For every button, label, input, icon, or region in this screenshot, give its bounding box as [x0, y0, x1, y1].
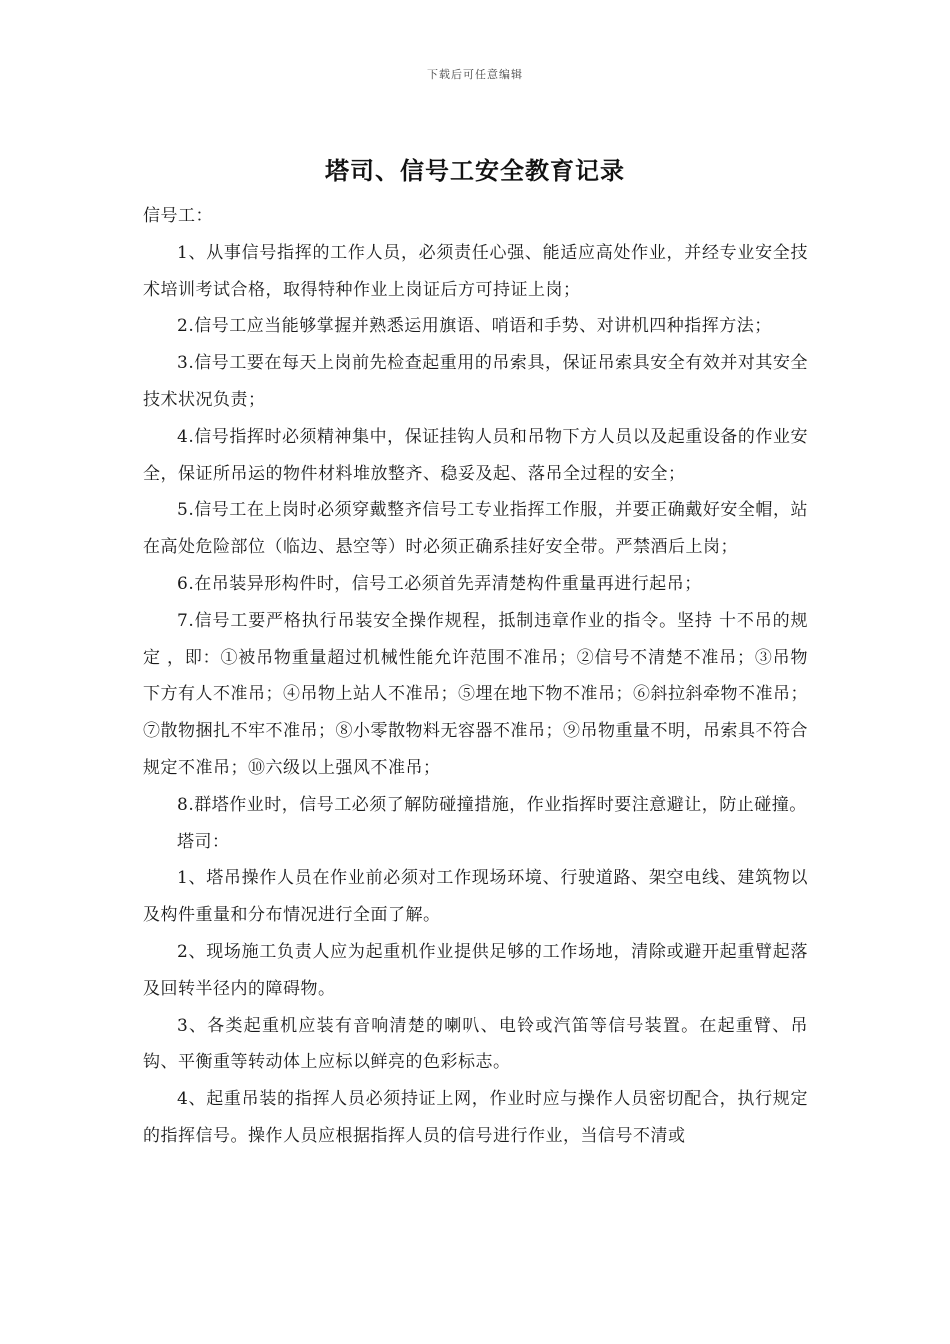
section-heading-crane-operator: 塔司： — [177, 831, 230, 852]
paragraph: 8.群塔作业时，信号工必须了解防碰撞措施，作业指挥时要注意避让，防止碰撞。 — [177, 794, 807, 815]
section-heading-signalman: 信号工： — [143, 206, 213, 226]
paragraph: 1、塔吊操作人员在作业前必须对工作现场环境、行驶道路、架空电线、建筑物以及构件重量和分布情况进行全面了解。 — [143, 868, 808, 926]
paragraph: 5.信号工在上岗时必须穿戴整齐信号工专业指挥工作服，并要正确戴好安全帽，站在高处危险部位（临边、悬空等）时必须正确系挂好安全带。严禁酒后上岗； — [143, 500, 808, 558]
paragraph: 3.信号工要在每天上岗前先检查起重用的吊索具，保证吊索具安全有效并对其安全技术状况负责； — [143, 353, 808, 410]
document-title: 塔司、信号工安全教育记录 — [325, 157, 625, 185]
header-note: 下载后可任意编辑 — [427, 68, 523, 81]
paragraph: 6.在吊装异形构件时，信号工必须首先弄清楚构件重量再进行起吊； — [177, 573, 702, 594]
paragraph: 3、各类起重机应装有音响清楚的喇叭、电铃或汽笛等信号装置。在起重臂、吊钩、平衡重等转动体上应标以鲜亮的色彩标志。 — [143, 1015, 808, 1073]
paragraph: 2、现场施工负责人应为起重机作业提供足够的工作场地，清除或避开起重臂起落及回转半径内的障碍物。 — [143, 941, 808, 999]
document-body — [143, 198, 808, 1155]
paragraph: 2.信号工应当能够掌握并熟悉运用旗语、哨语和手势、对讲机四种指挥方法； — [177, 316, 772, 337]
paragraph: 4.信号指挥时必须精神集中，保证挂钩人员和吊物下方人员以及起重设备的作业安全，保证所吊运的物件材料堆放整齐、稳妥及起、落吊全过程的安全； — [143, 426, 808, 484]
paragraph: 7.信号工要严格执行吊装安全操作规程，抵制违章作业的指令。坚持 十不吊的规定 ，即：①被吊物重量超过机械性能允许范围不准吊；②信号不清楚不准吊；③吊物下方有人不准吊；④吊物上站人不准吊；⑤埋在地下物不准吊；⑥斜拉斜牵物不准吊；⑦散物捆扎不牢不准吊；⑧小零散物料无容器不准吊；⑨吊物重量不明，吊索具不符合规定不准吊；⑩六级以上强风不准吊； — [143, 610, 808, 778]
paragraph: 4、起重吊装的指挥人员必须持证上网，作业时应与操作人员密切配合，执行规定的指挥信号。操作人员应根据指挥人员的信号进行作业，当信号不清或 — [143, 1089, 808, 1146]
paragraph: 1、从事信号指挥的工作人员，必须责任心强、能适应高处作业，并经专业安全技术培训考试合格，取得特种作业上岗证后方可持证上岗； — [143, 242, 808, 300]
